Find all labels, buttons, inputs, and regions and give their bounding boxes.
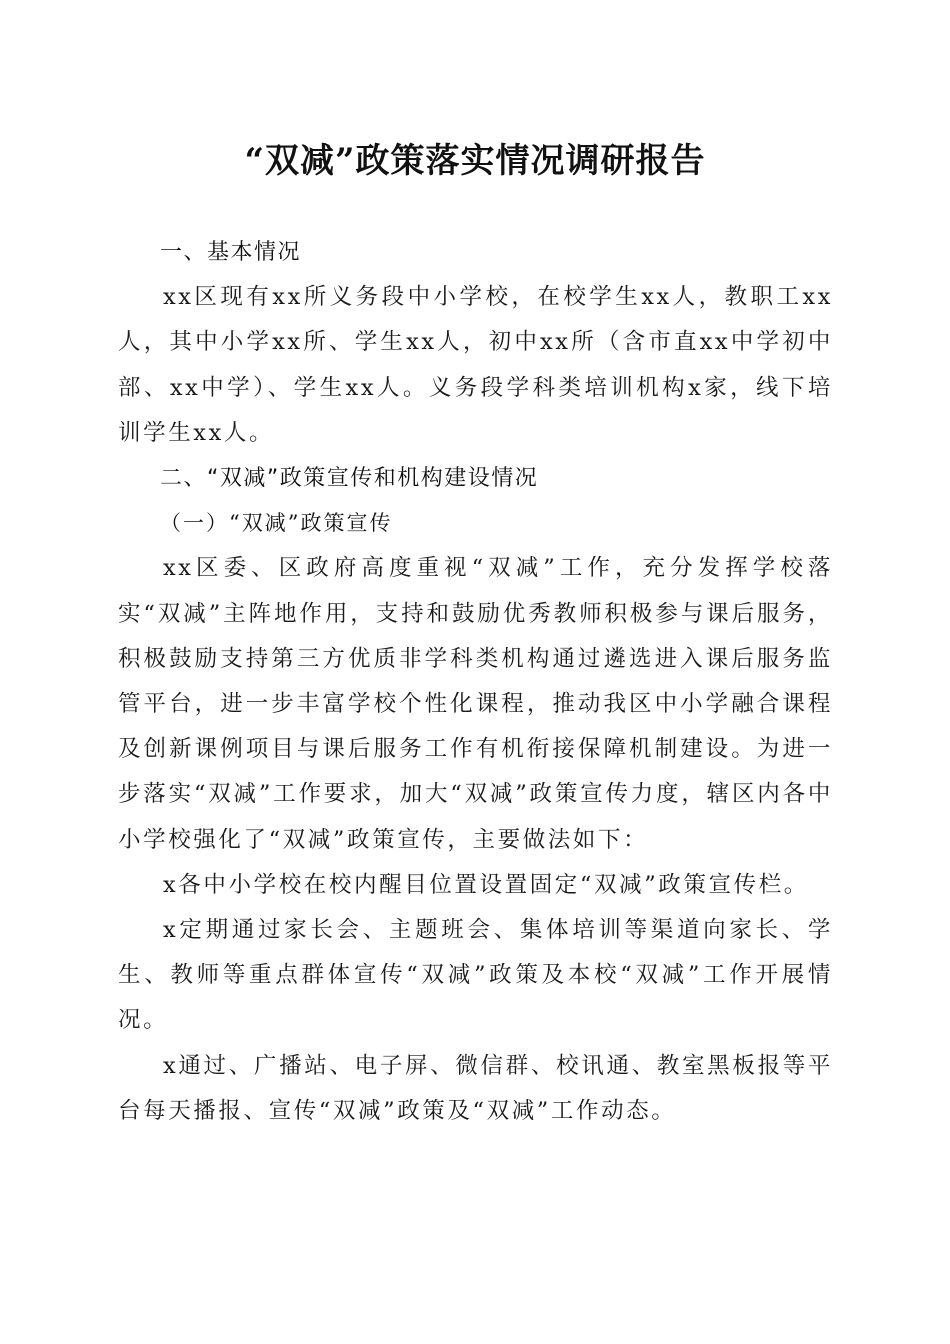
paragraph-measure-2: x定期通过家长会、主题班会、集体培训等渠道向家长、学生、教师等重点群体宣传“双减”政策及本校“双减”工作开展情况。	[118, 917, 833, 1034]
subsection-heading-policy-publicity: （一）“双减”政策宣传	[160, 511, 393, 536]
section-heading-basic-info: 一、基本情况	[160, 240, 302, 265]
paragraph-policy-overview: xx区委、区政府高度重视“双减”工作，充分发挥学校落实“双减”主阵地作用，支持和鼓励优秀教师积极参与课后服务，积极鼓励支持第三方优质非学科类机构通过遴选进入课后服务监管平台，进一步丰富学校个性化课程，推动我区中小学融合课程及创新课例项目与课后服务工作有机衔接保障机制建设。为进一步落实“双减”工作要求，加大“双减”政策宣传力度，辖区内各中小学校强化了“双减”政策宣传，主要做法如下：	[118, 555, 833, 853]
section-heading-publicity: 二、“双减”政策宣传和机构建设情况	[160, 466, 539, 492]
paragraph-basic-info: xx区现有xx所义务段中小学校，在校学生xx人，教职工xx人，其中小学xx所、学生xx人，初中xx所（含市直xx中学初中部、xx中学）、学生xx人。义务段学科类培训机构x家，线下培训学生xx人。	[118, 284, 833, 446]
paragraph-measure-1: x各中小学校在校内醒目位置设置固定“双减”政策宣传栏。	[163, 871, 809, 898]
document-title: “双减”政策落实情况调研报告	[244, 141, 706, 181]
document-body	[118, 230, 833, 1134]
paragraph-measure-3: x通过、广播站、电子屏、微信群、校讯通、教室黑板报等平台每天播报、宣传“双减”政策及“双减”工作动态。	[118, 1052, 833, 1124]
